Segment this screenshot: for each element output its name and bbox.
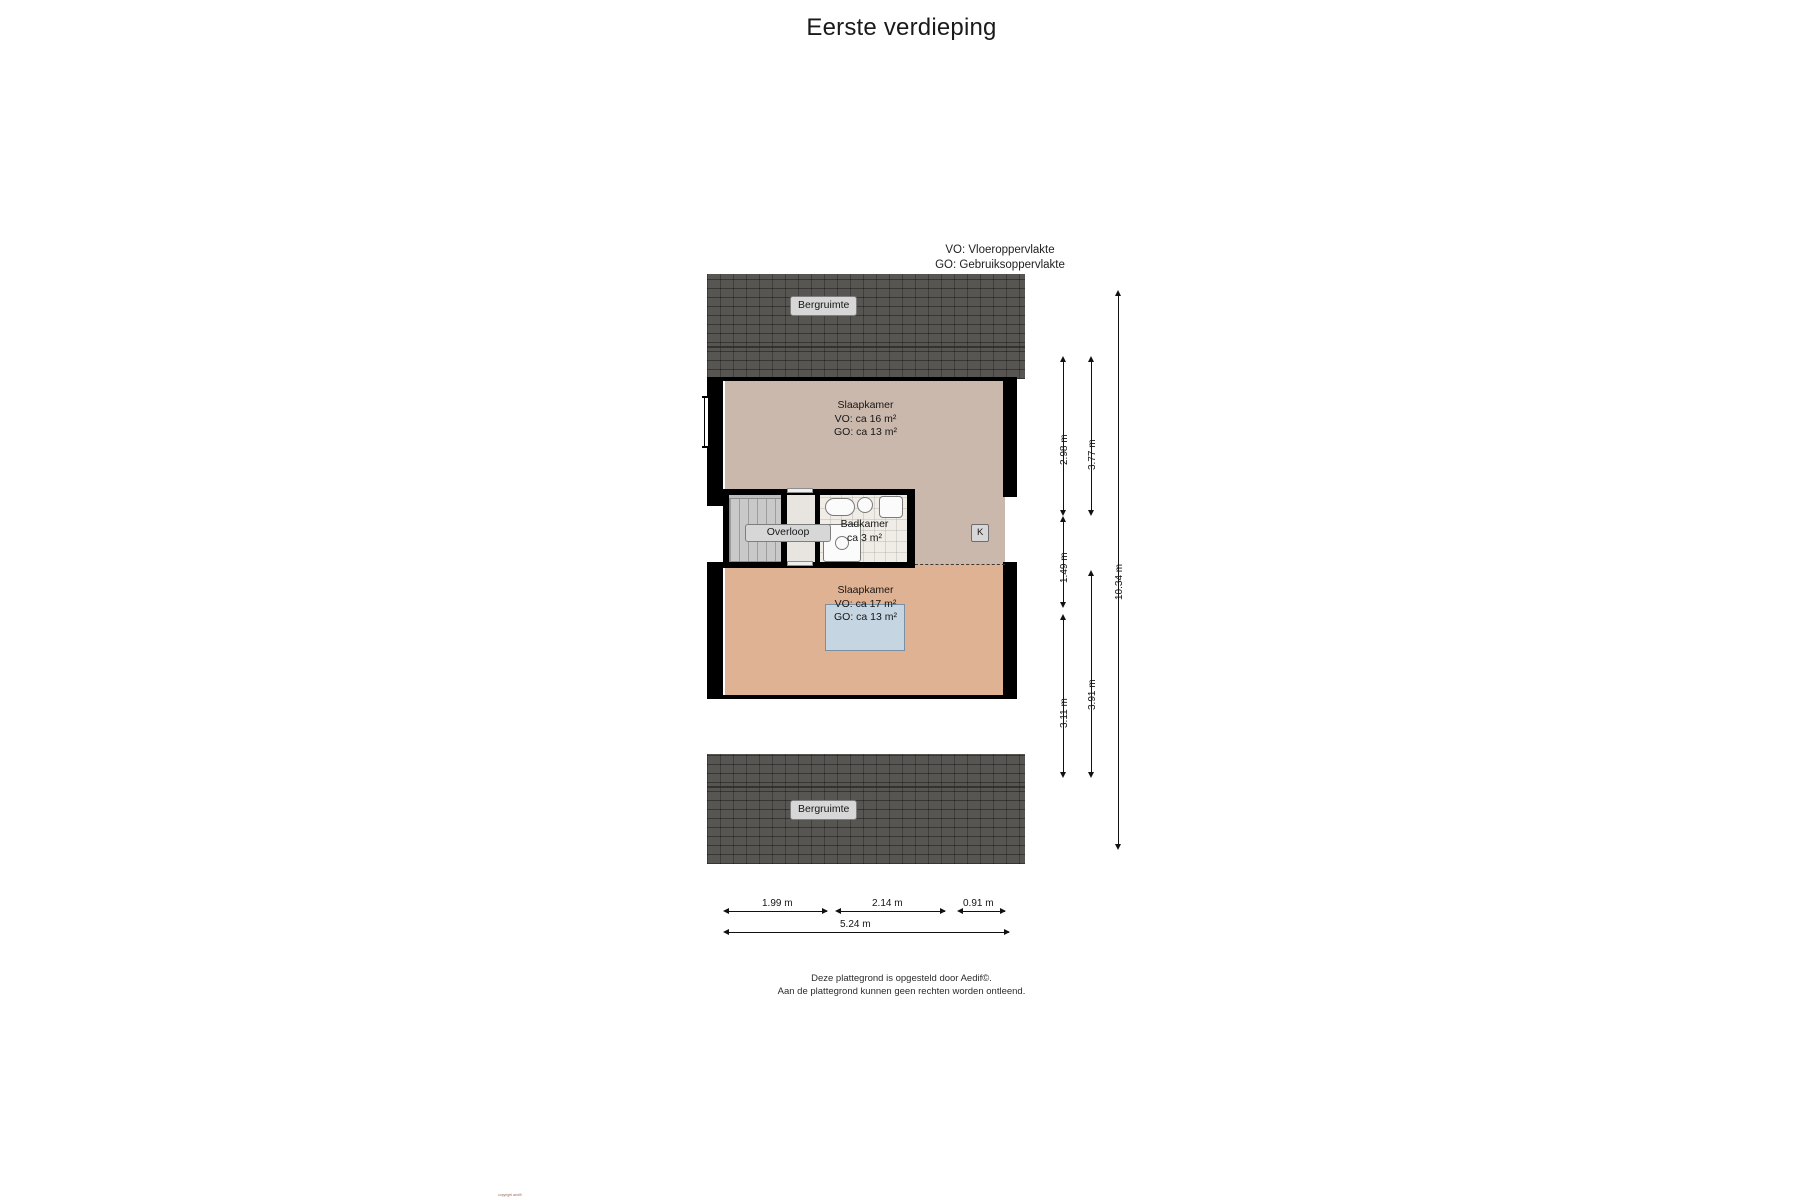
bedroom-bottom-go: GO: ca 13 m²: [833, 611, 897, 623]
dim-arrow: [1060, 602, 1066, 608]
dim-arrow: [1004, 929, 1010, 935]
dim-arrow: [1000, 908, 1006, 914]
dim-arrow: [1088, 570, 1094, 576]
roof-band: [707, 346, 1025, 348]
dashed-boundary: [915, 564, 1005, 565]
dim-label-3-91: 3.91 m: [1087, 679, 1098, 710]
dim-arrow: [1115, 290, 1121, 296]
bathroom-name: Badkamer: [840, 518, 889, 530]
label-landing: Overloop: [745, 524, 831, 542]
dim-line: [1091, 576, 1092, 772]
wall-right-lower: [1003, 562, 1017, 699]
dim-line: [963, 911, 1005, 912]
drain-fixture: [857, 497, 873, 513]
bedroom-top-go: GO: ca 13 m²: [833, 426, 897, 438]
label-closet: K: [971, 524, 989, 542]
dim-arrow: [1060, 614, 1066, 620]
dim-label-0-91: 0.91 m: [963, 898, 994, 909]
footer-disclaimer: [0, 972, 1803, 998]
wall-landing-left: [723, 492, 729, 566]
door-bathroom-bottom: [787, 561, 813, 566]
sink-fixture: [825, 498, 855, 516]
dim-line: [1063, 620, 1064, 772]
wall-left-lower: [707, 562, 723, 699]
dim-label-3-11: 3.11 m: [1059, 698, 1070, 728]
label-storage-bottom: Bergruimte: [790, 800, 857, 820]
dim-arrow: [1088, 356, 1094, 362]
footer-line-2: Aan de plattegrond kunnen geen rechten worden ontleend.: [777, 986, 1026, 997]
roof-area-bottom: [707, 754, 1025, 864]
dim-arrow: [822, 908, 828, 914]
dim-line: [1091, 362, 1092, 510]
footer-line-1: Deze plattegrond is opgesteld door Aedif©.: [811, 973, 992, 984]
dim-line: [729, 932, 1009, 933]
dim-label-1-49: 1.49 m: [1059, 552, 1070, 583]
corner-copyright-note: copyright aedifi: [498, 1193, 522, 1197]
bedroom-top-name: Slaapkamer: [837, 399, 894, 411]
dim-arrow: [723, 908, 729, 914]
dim-arrow: [1060, 516, 1066, 522]
dim-label-5-24: 5.24 m: [840, 919, 871, 930]
roof-band: [707, 786, 1025, 788]
bathroom-area: ca 3 m²: [846, 531, 882, 544]
dim-arrow: [723, 929, 729, 935]
dim-arrow: [1115, 844, 1121, 850]
label-bedroom-bottom: [793, 584, 938, 625]
wall-left-mid: [707, 492, 723, 506]
dim-arrow: [1060, 356, 1066, 362]
wall-left-upper: [707, 377, 723, 497]
dim-arrow: [1088, 772, 1094, 778]
dim-label-10-34: 10.34 m: [1114, 563, 1125, 600]
dim-arrow: [835, 908, 841, 914]
label-storage-top: Bergruimte: [790, 296, 857, 316]
dim-arrow: [1060, 772, 1066, 778]
floor-plan: [707, 274, 1025, 864]
bedroom-bottom-name: Slaapkamer: [837, 584, 894, 596]
dim-label-2-14: 2.14 m: [872, 898, 903, 909]
room-side-strip: [909, 494, 1005, 564]
window-left: [702, 396, 708, 448]
legend-line-go: GO: Gebruiksoppervlakte: [935, 259, 1065, 271]
dim-line: [729, 911, 827, 912]
door-bathroom-top: [787, 488, 813, 493]
toilet-fixture: [879, 496, 903, 518]
dim-label-1-99: 1.99 m: [762, 898, 793, 909]
wall-right-upper: [1003, 377, 1017, 497]
bedroom-bottom-vo: VO: ca 17 m²: [834, 597, 897, 610]
dim-arrow: [940, 908, 946, 914]
wall-top: [723, 377, 1005, 381]
label-bedroom-top: [793, 399, 938, 440]
dim-line: [841, 911, 945, 912]
legend-line-vo: VO: Vloeroppervlakte: [945, 244, 1055, 256]
dim-label-3-77: 3.77 m: [1087, 439, 1098, 470]
legend: [880, 243, 1120, 273]
page-title: Eerste verdieping: [806, 14, 997, 41]
dim-arrow: [1088, 510, 1094, 516]
bedroom-top-vo: VO: ca 16 m²: [834, 412, 897, 425]
label-bathroom: [817, 518, 912, 545]
dim-label-2-98: 2.98 m: [1059, 434, 1070, 465]
wall-bottom: [723, 695, 1005, 699]
roof-area-top: [707, 274, 1025, 379]
